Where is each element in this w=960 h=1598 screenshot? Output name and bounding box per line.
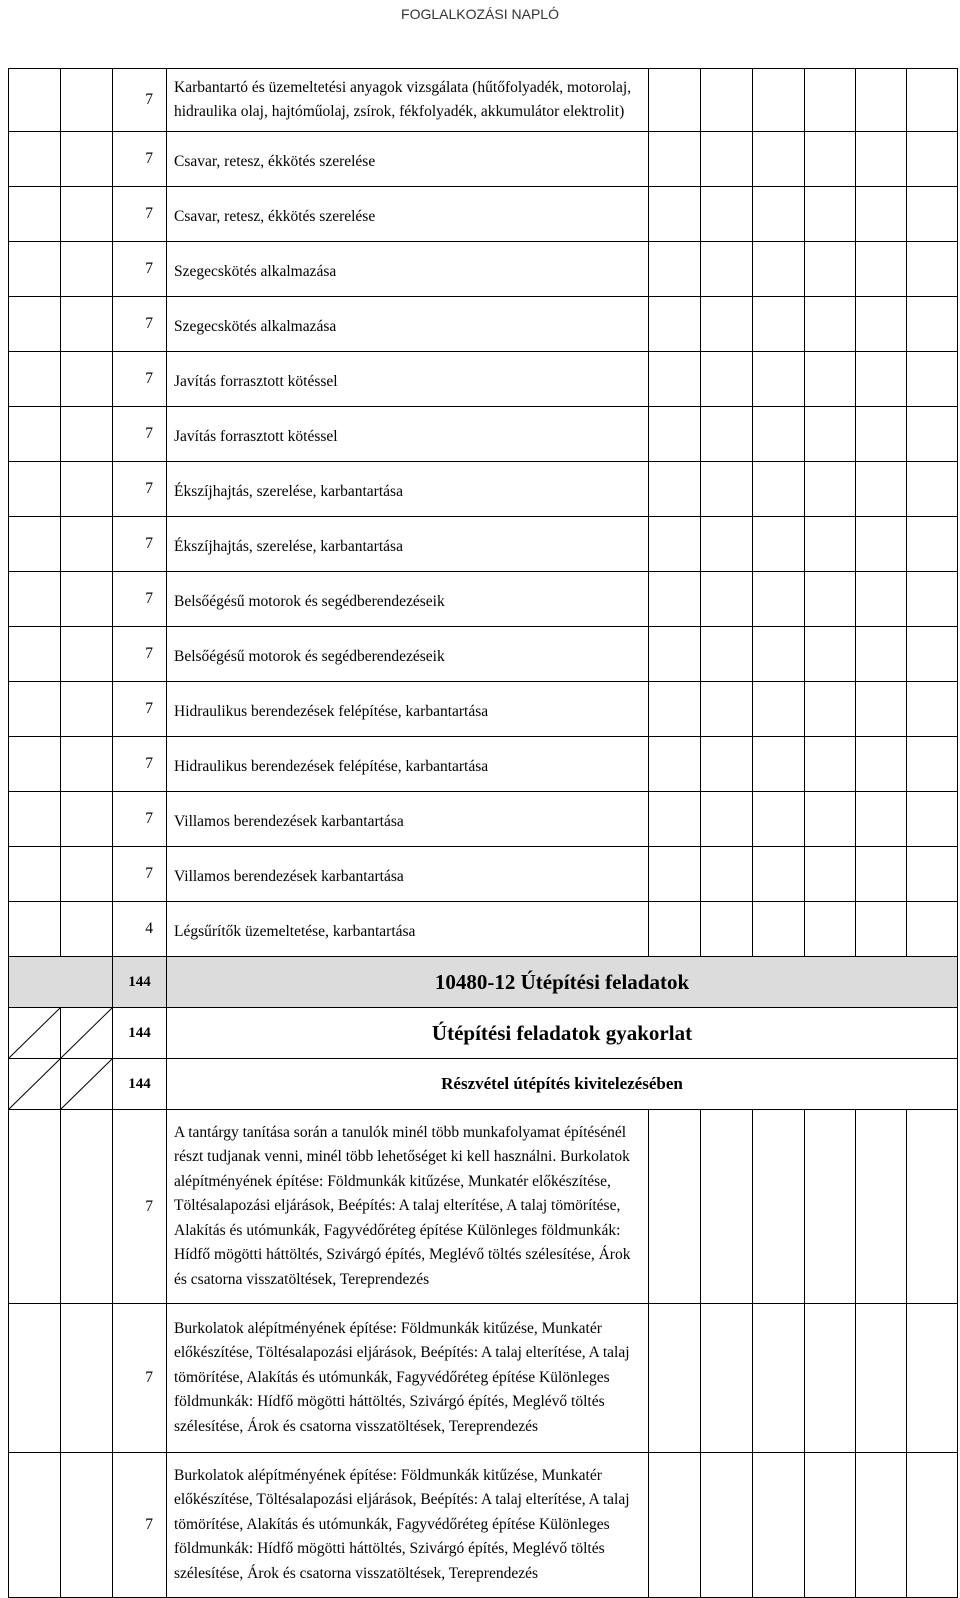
hours-cell: 7 — [113, 407, 167, 462]
entry-cell — [753, 407, 805, 462]
entry-cell — [907, 242, 958, 297]
entry-cell — [701, 572, 753, 627]
entry-cell — [753, 242, 805, 297]
entry-cell — [907, 737, 958, 792]
entry-cell — [856, 1110, 907, 1304]
entry-cell — [701, 1304, 753, 1453]
diagonal-line — [9, 1059, 60, 1109]
table-row — [9, 792, 958, 847]
topic-text: Szegecskötés alkalmazása — [167, 242, 649, 297]
hours-cell: 7 — [113, 847, 167, 902]
table-row — [9, 297, 958, 352]
entry-cell — [753, 297, 805, 352]
hours-cell: 7 — [113, 627, 167, 682]
entry-cell — [701, 627, 753, 682]
entry-cell — [649, 1453, 701, 1598]
subject-row — [9, 1008, 958, 1059]
entry-cell — [701, 462, 753, 517]
entry-cell — [907, 352, 958, 407]
table-row — [9, 847, 958, 902]
entry-cell — [907, 517, 958, 572]
entry-cell — [805, 132, 856, 187]
hours-cell: 144 — [113, 1008, 167, 1059]
entry-cell — [805, 517, 856, 572]
table-row — [9, 902, 958, 957]
entry-cell — [856, 517, 907, 572]
entry-cell — [856, 462, 907, 517]
entry-cell — [649, 297, 701, 352]
topic-text: Belsőégésű motorok és segédberendezéseik — [167, 627, 649, 682]
hours-cell: 7 — [113, 242, 167, 297]
table-row — [9, 517, 958, 572]
date-cell — [9, 1453, 61, 1598]
hours-cell: 7 — [113, 352, 167, 407]
entry-cell — [805, 1110, 856, 1304]
date-cell — [9, 132, 61, 187]
entry-cell — [701, 847, 753, 902]
date-cell — [9, 517, 61, 572]
entry-cell — [649, 517, 701, 572]
topic-text: Ékszíjhajtás, szerelése, karbantartása — [167, 462, 649, 517]
hours-cell: 144 — [113, 957, 167, 1008]
entry-cell — [856, 132, 907, 187]
log-table — [8, 68, 958, 1598]
entry-cell — [701, 69, 753, 132]
entry-cell — [701, 297, 753, 352]
diagonal-line — [61, 1059, 112, 1109]
entry-cell — [805, 737, 856, 792]
diagonal-cell — [9, 1059, 61, 1110]
table-row — [9, 737, 958, 792]
hours-cell: 7 — [113, 572, 167, 627]
entry-cell — [805, 462, 856, 517]
table-row — [9, 572, 958, 627]
entry-cell — [805, 627, 856, 682]
entry-cell — [856, 737, 907, 792]
entry-cell — [856, 1453, 907, 1598]
entry-cell — [907, 1110, 958, 1304]
entry-cell — [701, 737, 753, 792]
entry-cell — [649, 132, 701, 187]
entry-cell — [856, 297, 907, 352]
entry-cell — [649, 1304, 701, 1453]
date-cell — [9, 462, 61, 517]
entry-cell — [907, 297, 958, 352]
entry-cell — [753, 517, 805, 572]
entry-cell — [701, 682, 753, 737]
entry-cell — [856, 407, 907, 462]
date-cell — [61, 1110, 113, 1304]
entry-cell — [907, 792, 958, 847]
date-cell — [9, 737, 61, 792]
entry-cell — [753, 737, 805, 792]
date-cell — [61, 407, 113, 462]
date-cell — [61, 1304, 113, 1453]
entry-cell — [907, 627, 958, 682]
entry-cell — [805, 297, 856, 352]
hours-cell: 7 — [113, 1304, 167, 1453]
entry-cell — [649, 242, 701, 297]
topic-text: Burkolatok alépítményének építése: Földmunkák kitűzése, Munkatér előkészítése, Töltésalapozási eljárások, Beépítés: A talaj elterítése, A talaj tömörítése, Alakítás és utómunkák, Fagyvédőréteg építése Különleges földmunkák: Hídfő mögötti háttöltés, Szivárgó építés, Meglévő töltés szélesítése, Árok és csatorna visszatöltések, Tereprendezés — [167, 1453, 649, 1598]
hours-cell: 7 — [113, 1453, 167, 1598]
table-row — [9, 627, 958, 682]
hours-cell: 7 — [113, 682, 167, 737]
entry-cell — [753, 627, 805, 682]
diagonal-cell — [61, 1008, 113, 1059]
date-cell — [61, 572, 113, 627]
entry-cell — [907, 407, 958, 462]
entry-cell — [649, 902, 701, 957]
entry-cell — [649, 352, 701, 407]
entry-cell — [701, 242, 753, 297]
date-cell — [9, 572, 61, 627]
topic-text: Karbantartó és üzemeltetési anyagok vizsgálata (hűtőfolyadék, motorolaj, hidraulika olaj, hajtóműolaj, zsírok, fékfolyadék, akkumulátor elektrolit) — [167, 69, 649, 132]
entry-cell — [701, 517, 753, 572]
entry-cell — [753, 902, 805, 957]
entry-cell — [805, 572, 856, 627]
entry-cell — [649, 69, 701, 132]
topic-text: Hidraulikus berendezések felépítése, karbantartása — [167, 737, 649, 792]
date-cell — [61, 627, 113, 682]
date-cell — [61, 462, 113, 517]
topic-text: Ékszíjhajtás, szerelése, karbantartása — [167, 517, 649, 572]
entry-cell — [701, 792, 753, 847]
entry-cell — [753, 462, 805, 517]
date-cell — [61, 902, 113, 957]
hours-cell: 7 — [113, 737, 167, 792]
topic-text: Szegecskötés alkalmazása — [167, 297, 649, 352]
hours-cell: 7 — [113, 69, 167, 132]
entry-cell — [753, 1304, 805, 1453]
topic-title: Részvétel útépítés kivitelezésében — [167, 1059, 958, 1110]
entry-cell — [805, 407, 856, 462]
entry-cell — [701, 187, 753, 242]
page-header: FOGLALKOZÁSI NAPLÓ — [401, 6, 559, 22]
date-cell — [9, 1110, 61, 1304]
table-row — [9, 69, 958, 132]
entry-cell — [856, 69, 907, 132]
date-cell — [61, 737, 113, 792]
entry-cell — [649, 462, 701, 517]
entry-cell — [856, 187, 907, 242]
date-cell — [9, 352, 61, 407]
hours-cell: 144 — [113, 1059, 167, 1110]
entry-cell — [907, 132, 958, 187]
entry-cell — [753, 69, 805, 132]
entry-cell — [907, 187, 958, 242]
entry-cell — [701, 352, 753, 407]
entry-cell — [805, 187, 856, 242]
hours-cell: 7 — [113, 132, 167, 187]
date-cell — [61, 352, 113, 407]
entry-cell — [907, 1304, 958, 1453]
subject-title: Útépítési feladatok gyakorlat — [167, 1008, 958, 1059]
entry-cell — [701, 132, 753, 187]
entry-cell — [753, 682, 805, 737]
entry-cell — [649, 682, 701, 737]
entry-cell — [856, 572, 907, 627]
date-cell — [9, 792, 61, 847]
topic-text: Villamos berendezések karbantartása — [167, 792, 649, 847]
entry-cell — [907, 572, 958, 627]
table-row — [9, 187, 958, 242]
diagonal-cell — [9, 1008, 61, 1059]
diagonal-line — [9, 1008, 60, 1058]
table-row — [9, 1453, 958, 1598]
entry-cell — [753, 792, 805, 847]
entry-cell — [649, 627, 701, 682]
date-cell — [9, 69, 61, 132]
entry-cell — [753, 352, 805, 407]
entry-cell — [753, 187, 805, 242]
entry-cell — [649, 737, 701, 792]
diagonal-line — [61, 1008, 112, 1058]
hours-cell: 7 — [113, 792, 167, 847]
table-row — [9, 242, 958, 297]
entry-cell — [907, 682, 958, 737]
entry-cell — [856, 682, 907, 737]
entry-cell — [753, 1110, 805, 1304]
log-table-body — [9, 69, 958, 1598]
entry-cell — [805, 352, 856, 407]
topic-text: Csavar, retesz, ékkötés szerelése — [167, 132, 649, 187]
entry-cell — [856, 242, 907, 297]
entry-cell — [907, 1453, 958, 1598]
entry-cell — [649, 407, 701, 462]
entry-cell — [805, 242, 856, 297]
date-cell — [9, 187, 61, 242]
entry-cell — [649, 572, 701, 627]
entry-cell — [805, 69, 856, 132]
entry-cell — [856, 902, 907, 957]
entry-cell — [805, 1453, 856, 1598]
date-cell — [61, 297, 113, 352]
hours-cell: 7 — [113, 462, 167, 517]
entry-cell — [649, 1110, 701, 1304]
table-row — [9, 407, 958, 462]
topic-text: Hidraulikus berendezések felépítése, karbantartása — [167, 682, 649, 737]
topic-text: A tantárgy tanítása során a tanulók minél több munkafolyamat építésénél részt tudjanak venni, minél több lehetőséget ki kell használni. Burkolatok alépítményének építése: Földmunkák kitűzése, Munkatér előkészítése, Töltésalapozási eljárások, Beépítés: A talaj elterítése, A talaj tömörítése, Alakítás és utómunkák, Fagyvédőréteg építése Különleges földmunkák: Hídfő mögötti háttöltés, Szivárgó építés, Meglévő töltés szélesítése, Árok és csatorna visszatöltések, Tereprendezés — [167, 1110, 649, 1304]
entry-cell — [907, 462, 958, 517]
table-row — [9, 682, 958, 737]
table-row — [9, 1110, 958, 1304]
entry-cell — [856, 627, 907, 682]
topic-text: Burkolatok alépítményének építése: Földmunkák kitűzése, Munkatér előkészítése, Töltésalapozási eljárások, Beépítés: A talaj elterítése, A talaj tömörítése, Alakítás és utómunkák, Fagyvédőréteg építése Különleges földmunkák: Hídfő mögötti háttöltés, Szivárgó építés, Meglévő töltés szélesítése, Árok és csatorna visszatöltések, Tereprendezés — [167, 1304, 649, 1453]
date-cell — [9, 1304, 61, 1453]
module-title: 10480-12 Útépítési feladatok — [167, 957, 958, 1008]
date-cell — [9, 847, 61, 902]
entry-cell — [856, 1304, 907, 1453]
module-blank-cell — [9, 957, 113, 1008]
entry-cell — [753, 1453, 805, 1598]
date-cell — [9, 627, 61, 682]
entry-cell — [805, 847, 856, 902]
entry-cell — [856, 847, 907, 902]
table-row — [9, 132, 958, 187]
entry-cell — [701, 407, 753, 462]
topic-text: Javítás forrasztott kötéssel — [167, 352, 649, 407]
date-cell — [61, 682, 113, 737]
date-cell — [61, 792, 113, 847]
entry-cell — [856, 792, 907, 847]
entry-cell — [805, 682, 856, 737]
entry-cell — [907, 902, 958, 957]
entry-cell — [805, 1304, 856, 1453]
table-row — [9, 1304, 958, 1453]
entry-cell — [753, 847, 805, 902]
topic-text: Csavar, retesz, ékkötés szerelése — [167, 187, 649, 242]
hours-cell: 7 — [113, 517, 167, 572]
entry-cell — [753, 572, 805, 627]
entry-cell — [701, 902, 753, 957]
entry-cell — [856, 352, 907, 407]
date-cell — [9, 242, 61, 297]
date-cell — [61, 517, 113, 572]
module-row — [9, 957, 958, 1008]
date-cell — [9, 902, 61, 957]
date-cell — [61, 1453, 113, 1598]
entry-cell — [753, 132, 805, 187]
date-cell — [9, 297, 61, 352]
hours-cell: 7 — [113, 297, 167, 352]
hours-cell: 7 — [113, 1110, 167, 1304]
diagonal-cell — [61, 1059, 113, 1110]
hours-cell: 7 — [113, 187, 167, 242]
entry-cell — [805, 902, 856, 957]
entry-cell — [649, 847, 701, 902]
entry-cell — [649, 792, 701, 847]
date-cell — [61, 242, 113, 297]
date-cell — [61, 132, 113, 187]
topic-text: Légsűrítők üzemeltetése, karbantartása — [167, 902, 649, 957]
entry-cell — [649, 187, 701, 242]
entry-cell — [805, 792, 856, 847]
entry-cell — [701, 1110, 753, 1304]
date-cell — [9, 407, 61, 462]
date-cell — [61, 847, 113, 902]
table-row — [9, 352, 958, 407]
topic-text: Belsőégésű motorok és segédberendezéseik — [167, 572, 649, 627]
date-cell — [9, 682, 61, 737]
entry-cell — [701, 1453, 753, 1598]
entry-cell — [907, 847, 958, 902]
table-row — [9, 462, 958, 517]
topic-text: Villamos berendezések karbantartása — [167, 847, 649, 902]
hours-cell: 4 — [113, 902, 167, 957]
entry-cell — [907, 69, 958, 132]
topic-row — [9, 1059, 958, 1110]
date-cell — [61, 187, 113, 242]
topic-text: Javítás forrasztott kötéssel — [167, 407, 649, 462]
date-cell — [61, 69, 113, 132]
